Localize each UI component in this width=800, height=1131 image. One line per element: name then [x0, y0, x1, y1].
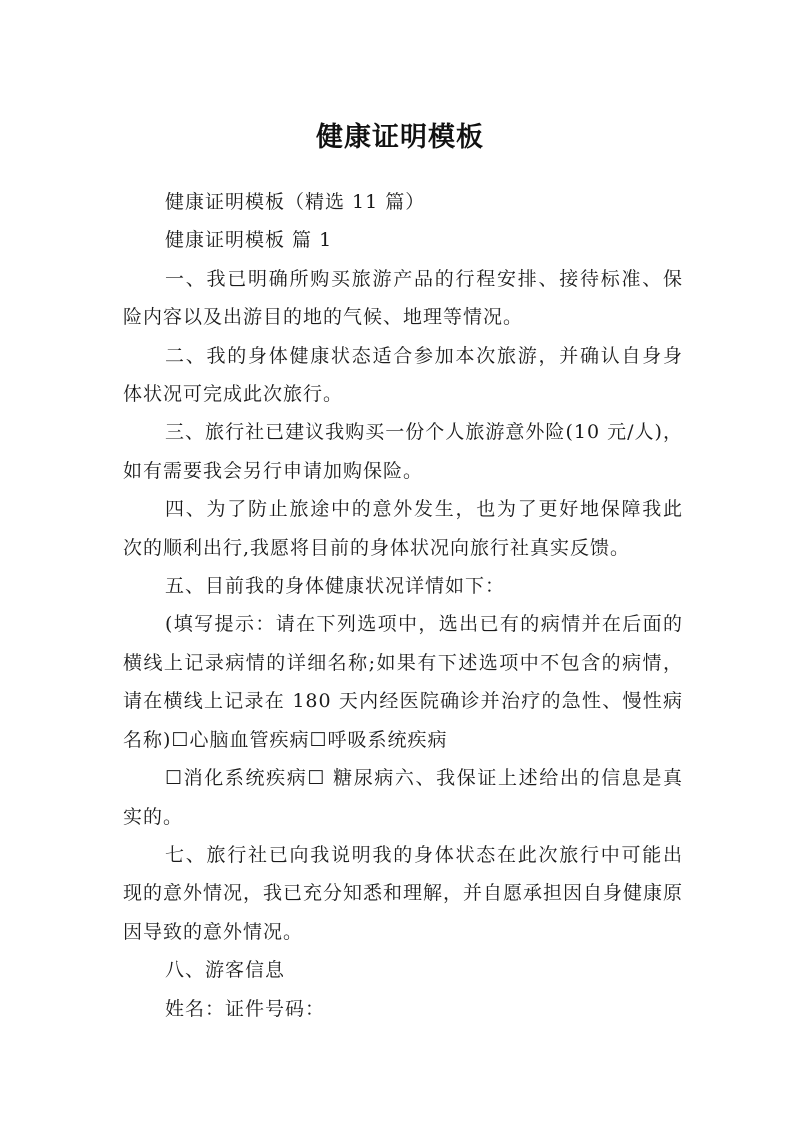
document-body: [123, 183, 683, 1028]
paragraph-item-1: 一、我已明确所购买旅游产品的行程安排、接待标准、保险内容以及出游目的地的气候、地理等情况。: [123, 267, 683, 329]
paragraph-item-4: 四、为了防止旅途中的意外发生，也为了更好地保障我此次的顺利出行,我愿将目前的身体状况向旅行社真实反馈。: [123, 498, 683, 559]
paragraph-visitor-info: 姓名：证件号码：: [165, 997, 326, 1020]
paragraph-subtitle: 健康证明模板（精选 11 篇）: [165, 191, 426, 213]
paragraph-item-8: 八、游客信息: [165, 959, 286, 982]
paragraph-item-7: 七、旅行社已向我说明我的身体状态在此次旅行中可能出现的意外情况，我已充分知悉和理解，并自愿承担因自身健康原因导致的意外情况。: [123, 843, 684, 943]
paragraph-item-2: 二、我的身体健康状态适合参加本次旅游，并确认自身身体状况可完成此次旅行。: [123, 344, 683, 406]
paragraph-options-and-item-6: ☐消化系统疾病☐ 糖尿病六、我保证上述给出的信息是真实的。: [123, 767, 683, 828]
paragraph-section-heading: 健康证明模板 篇 1: [165, 229, 333, 252]
page-title: 健康证明模板: [316, 122, 484, 154]
paragraph-item-5: 五、目前我的身体健康状况详情如下：: [165, 575, 506, 598]
paragraph-item-3: 三、旅行社已建议我购买一份个人旅游意外险(10 元/人)，如有需要我会另行申请加购保险。: [123, 421, 683, 482]
paragraph-fill-hint: (填写提示：请在下列选项中，选出已有的病情并在后面的横线上记录病情的详细名称;如果有下述选项中不包含的病情，请在横线上记录在 180 天内经医院确诊并治疗的急性、慢性病名称)☐心脑血管疾病☐呼吸系统疾病: [123, 613, 683, 751]
